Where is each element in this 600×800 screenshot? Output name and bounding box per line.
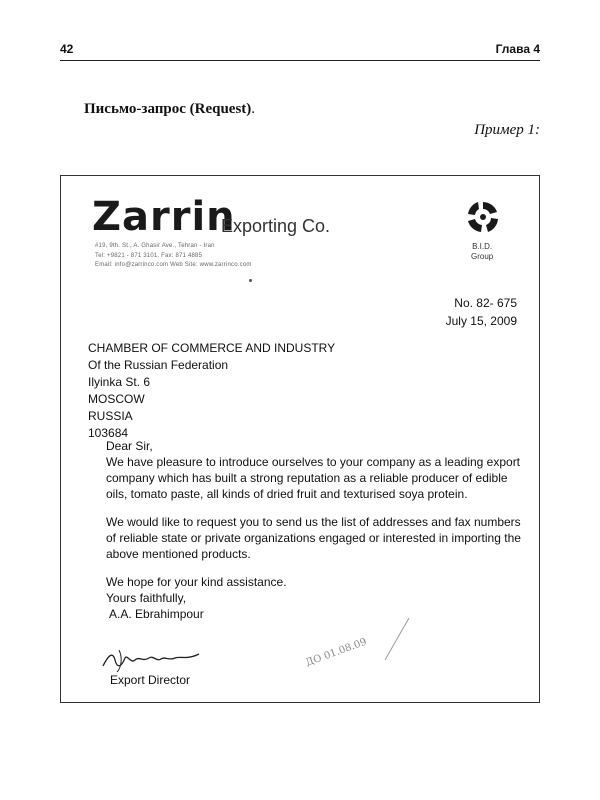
letter-scan [60,175,540,703]
company-logo-word: Zarrin [92,194,236,240]
signer-name: A.A. Ebrahimpour [109,607,204,621]
recipient-line: Of the Russian Federation [88,358,229,372]
closing: Yours faithfully, [106,591,187,605]
reference-date: July 15, 2009 [445,314,517,328]
page-header [60,40,540,61]
page-number: 42 [60,42,74,56]
handwritten-note [299,616,419,676]
recipient-line: RUSSIA [88,409,133,423]
example-label: Пример 1: [474,122,540,138]
reference-block [446,294,517,330]
letter-body [106,438,526,622]
letterhead-email-web: Email: info@zarrinco.com Web Site: www.zarrinco.com [95,262,252,268]
greeting: Dear Sir, [106,439,153,453]
letterhead-phone-fax: Tel: +9821 - 871 3101, Fax: 871 4885 [95,253,203,259]
paragraph-hope: We hope for your kind assistance. [106,575,287,589]
signer-title: Export Director [110,673,191,687]
recipient-line: 103684 [88,426,129,440]
group-name-line1: B.I.D. [472,242,493,251]
section-title [84,101,255,118]
recipient-line: CHAMBER OF COMMERCE AND INDUSTRY [88,341,336,355]
recipient-address [88,340,335,442]
recipient-line: MOSCOW [88,392,145,406]
section-title-text: Письмо-запрос (Request) [84,101,252,117]
scan-speck [249,279,252,282]
group-name-line2: Group [471,252,494,262]
paragraph-introduction: We have pleasure to introduce ourselves to your company as a leading export company which has built a strong reputation as a reliable producer of edible oils, tomato paste, all kinds of dried fruit and texturised soya protein. [106,455,521,501]
handwritten-note-text: ДО 01.08.09 [304,636,369,669]
group-name [471,242,493,263]
group-logo-icon [466,200,500,234]
handwritten-signature [99,644,209,674]
company-logo-suffix: Exporting Co. [221,216,331,236]
section-title-period: . [251,101,256,117]
reference-number: No. 82- 675 [454,296,517,310]
letterhead-address: #19, 9th. St., A. Ghasir Ave., Tehran - Iran [95,243,215,249]
chapter-label: Глава 4 [495,42,540,56]
recipient-line: Ilyinka St. 6 [88,375,151,389]
paragraph-request: We would like to request you to send us the list of addresses and fax numbers of reliable state or private organizations engaged or interested in importing the above mentioned products. [106,515,521,561]
